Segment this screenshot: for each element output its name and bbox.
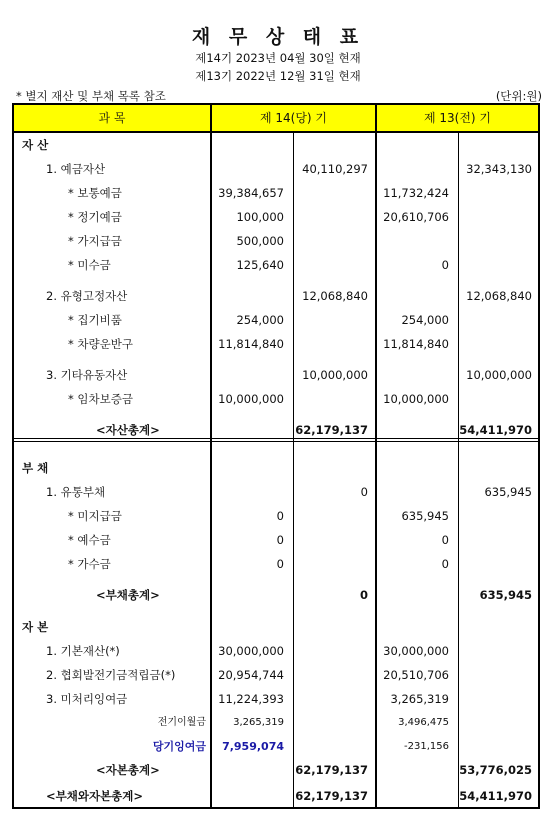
liabilities-total-label: <부채총계>	[96, 588, 160, 602]
section-capital: 자 본	[22, 620, 49, 634]
table-row	[14, 335, 538, 353]
prior-value: 20,510,706	[383, 668, 449, 682]
header-account: 과 목	[98, 111, 126, 125]
section-liabilities: 부 채	[22, 461, 49, 475]
table-row	[14, 160, 538, 178]
row-label: * 보통예금	[68, 186, 122, 200]
row-label: * 집기비품	[68, 313, 122, 327]
prior-value: 3,496,475	[398, 717, 449, 728]
row-label: * 정기예금	[68, 210, 122, 224]
table-row	[14, 366, 538, 384]
table-row-total	[14, 421, 538, 439]
prior-value: 0	[441, 258, 449, 272]
current-value: 0	[276, 509, 284, 523]
prior-value: 11,732,424	[383, 186, 449, 200]
current-total: 12,068,840	[302, 289, 368, 303]
subtitle-current-period: 제14기 2023년 04월 30일 현재	[195, 51, 361, 65]
assets-total-current: 62,179,137	[295, 423, 368, 437]
current-value: 11,814,840	[218, 337, 284, 351]
table-row	[14, 136, 538, 154]
prior-value: -231,156	[404, 741, 449, 752]
row-label: * 미지급금	[68, 509, 122, 523]
row-label: * 가지급금	[68, 234, 122, 248]
prior-total: 12,068,840	[466, 289, 532, 303]
table-row	[14, 232, 538, 250]
grand-total-prior: 54,411,970	[459, 789, 532, 803]
current-value: 100,000	[236, 210, 284, 224]
page-title: 재 무 상 태 표	[191, 26, 365, 48]
prior-total: 635,945	[484, 485, 532, 499]
prior-value: 10,000,000	[383, 392, 449, 406]
table-header	[14, 105, 538, 133]
header-current-period: 제 14(당) 기	[259, 111, 328, 125]
capital-total-current: 62,179,137	[295, 763, 368, 777]
prior-total: 32,343,130	[466, 162, 532, 176]
prior-value: 20,610,706	[383, 210, 449, 224]
current-value: 0	[276, 557, 284, 571]
row-label: * 가수금	[68, 557, 111, 571]
table-row	[14, 555, 538, 573]
capital-total-label: <자본총계>	[96, 763, 160, 777]
prior-value: 3,265,319	[390, 692, 449, 706]
row-label: 3. 기타유동자산	[46, 368, 128, 382]
grand-total-current: 62,179,137	[295, 789, 368, 803]
table-row	[14, 311, 538, 329]
current-total: 40,110,297	[302, 162, 368, 176]
table-row-total	[14, 586, 538, 604]
appendix-note: * 별지 재산 및 부채 목록 참조	[16, 89, 166, 103]
current-value: 11,224,393	[218, 692, 284, 706]
current-total: 0	[360, 485, 368, 499]
prior-value: 0	[441, 557, 449, 571]
row-label: 당기잉여금	[152, 740, 206, 753]
table-row-total	[14, 761, 538, 779]
table-row	[14, 714, 538, 732]
current-value: 125,640	[236, 258, 284, 272]
prior-value: 254,000	[401, 313, 449, 327]
table-row	[14, 208, 538, 226]
row-label: 1. 유통부채	[46, 485, 106, 499]
table-row	[14, 666, 538, 684]
table-row	[14, 483, 538, 501]
table-row	[14, 184, 538, 202]
table-row	[14, 256, 538, 274]
row-label: * 예수금	[68, 533, 111, 547]
table-row	[14, 507, 538, 525]
balance-sheet-table	[12, 103, 540, 809]
table-row	[14, 287, 538, 305]
table-row	[14, 531, 538, 549]
row-label: * 차량운반구	[68, 337, 133, 351]
row-label: 2. 유형고정자산	[46, 289, 128, 303]
current-value: 7,959,074	[222, 740, 284, 753]
row-label: * 미수금	[68, 258, 111, 272]
capital-total-prior: 53,776,025	[459, 763, 532, 777]
table-row	[14, 390, 538, 408]
table-row-grand-total	[14, 787, 538, 805]
row-label: * 임차보증금	[68, 392, 133, 406]
table-row	[14, 642, 538, 660]
row-label: 2. 협회발전기금적립금(*)	[46, 668, 176, 682]
row-label: 1. 기본재산(*)	[46, 644, 120, 658]
section-assets: 자 산	[22, 138, 49, 152]
prior-value: 635,945	[401, 509, 449, 523]
unit-label: (단위:원)	[495, 89, 542, 103]
table-row	[14, 459, 538, 477]
current-value: 39,384,657	[218, 186, 284, 200]
current-total: 10,000,000	[302, 368, 368, 382]
table-row	[14, 690, 538, 708]
current-value: 30,000,000	[218, 644, 284, 658]
prior-value: 0	[441, 533, 449, 547]
header-prior-period: 제 13(전) 기	[423, 111, 492, 125]
table-row	[14, 618, 538, 636]
liabilities-total-prior: 635,945	[479, 588, 532, 602]
liabilities-total-current: 0	[359, 588, 368, 602]
current-value: 254,000	[236, 313, 284, 327]
subtitle-prior-period: 제13기 2022년 12월 31일 현재	[195, 69, 361, 83]
current-value: 3,265,319	[233, 717, 284, 728]
row-label: 3. 미처리잉여금	[46, 692, 128, 706]
row-label: 전기이월금	[157, 717, 206, 728]
prior-value: 30,000,000	[383, 644, 449, 658]
current-value: 10,000,000	[218, 392, 284, 406]
current-value: 20,954,744	[218, 668, 284, 682]
table-row	[14, 738, 538, 756]
prior-value: 11,814,840	[383, 337, 449, 351]
assets-total-prior: 54,411,970	[459, 423, 532, 437]
prior-total: 10,000,000	[466, 368, 532, 382]
grand-total-label: <부채와자본총계>	[46, 789, 144, 803]
row-label: 1. 예금자산	[46, 162, 106, 176]
assets-total-label: <자산총계>	[96, 423, 160, 437]
current-value: 500,000	[236, 234, 284, 248]
current-value: 0	[276, 533, 284, 547]
